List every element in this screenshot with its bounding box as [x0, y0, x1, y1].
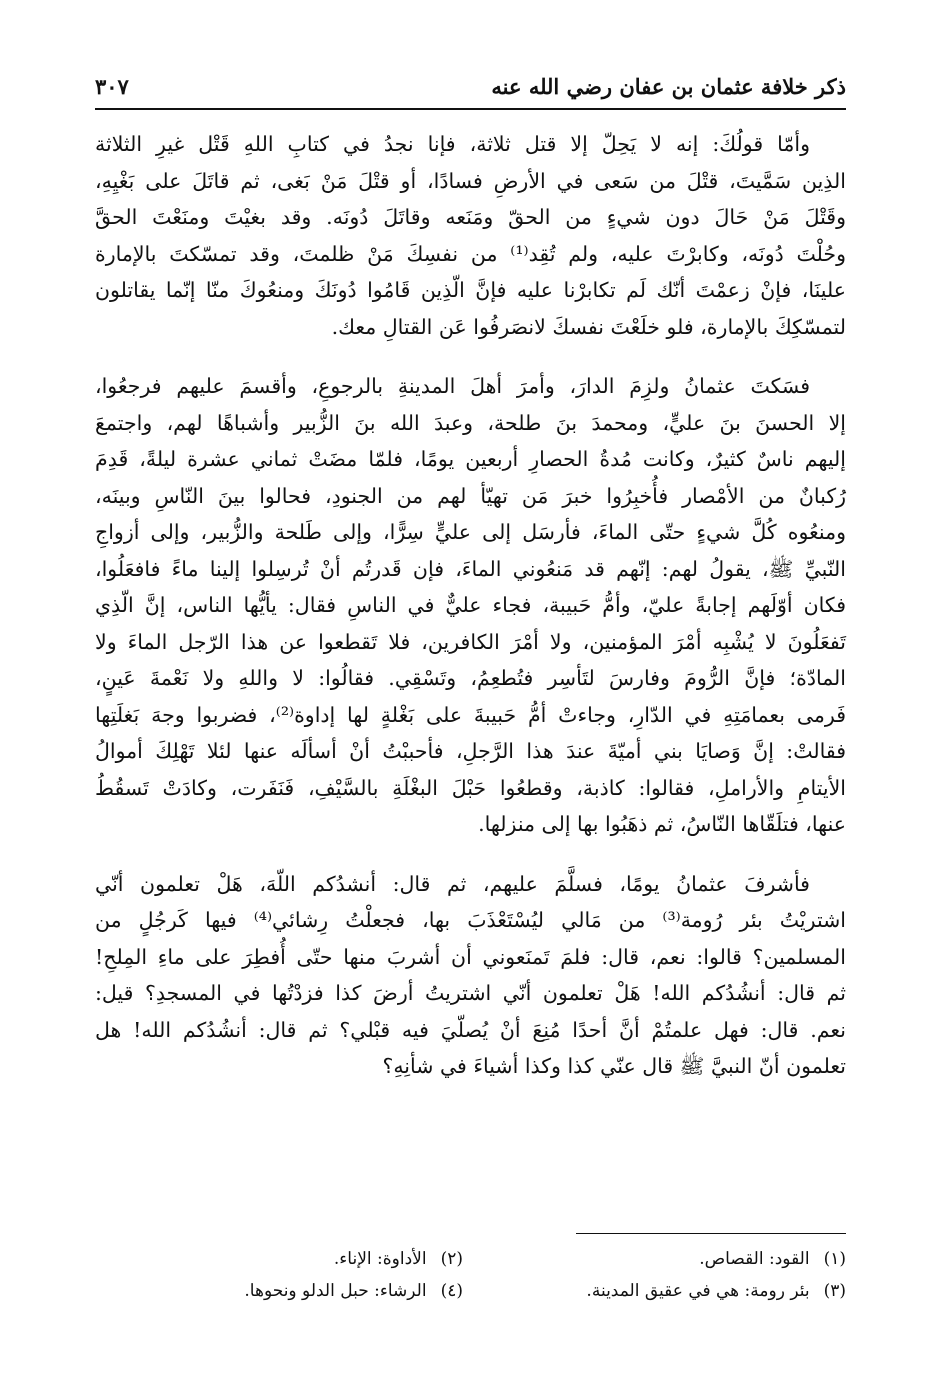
text-line: المادّة؛ فإنَّ الرُّومَ وفارسَ لتَأسِر فتُطعِمُ، وتَسْقِي. فقالُوا: لا واللهِ ولا نَعْمةَ عَينٍ،	[95, 666, 846, 690]
footnote-number: (١)	[823, 1249, 846, 1269]
paragraph	[95, 126, 846, 345]
text-line: وحُلْتَ دُونَه، وكابرْتَ عليه، ولم تُقِد⁽¹⁾ من نفسِكَ مَنْ ظلمتَ، وقد تمسّكتَ بالإمارة	[95, 241, 846, 266]
body-text	[95, 126, 846, 1085]
text-line: تعلمون أنّ النبيَّ ﷺ قال عنّي كذا وكذا أشياءَ في شأنِهِ؟	[382, 1054, 846, 1078]
paragraph	[95, 866, 846, 1085]
text-line: علينَا، فإنْ زعمْتَ أنّك لَم تكابرْنا عليه فإنَّ الّذِين قَامُوا دُونَكَ ومنعُوكَ منّا إنّما يقاتلون	[95, 278, 846, 302]
text-line: وأمّا قولُكَ: إنه لا يَحِلّ إلا قتل ثلاثة، فإنا نجدُ في كتابِ اللهِ قَتْل غيرِ الثلاثة	[95, 132, 810, 156]
text-line: إليهم ناسٌ كثيرٌ، وكانت مُدةُ الحصارِ أربعين يومًا، فلمّا مضَتْ ثماني عشرة ليلةً، قَدِمَ	[95, 447, 846, 471]
text-line: اشتريْتُ بئر رُومة⁽³⁾ من مَالي ليُسْتَعْذَبَ بها، فجعلْتُ رِشائي⁽⁴⁾ فيها كَرجُلٍ من	[95, 908, 847, 932]
text-line: لتمسّكِكَ بالإمارة، فلو خلَعْتَ نفسكَ لانصَرفُوا عَن القتالِ معك.	[331, 314, 846, 339]
footnote-text: الرشاء: حبل الدلو ونحوها.	[244, 1281, 427, 1301]
text-line: النّبيِّ ﷺ، يقولُ لهم: إنّهم قد مَنعُوني الماءَ، فإن قَدرتُم أنْ تُرسِلوا إلينا ماءً فافعَلُوا،	[95, 556, 846, 581]
page-number: ٣٠٧	[95, 73, 129, 99]
text-line: فقالتْ: إنَّ وَصايَا بني أميّةَ عندَ هذا الرَّجلِ، فأحببْتُ أنْ أسألَه عنها لئلا تَهْلِكَ أموالُ	[95, 739, 846, 763]
footnote-number: (٢)	[440, 1249, 463, 1269]
running-header	[95, 66, 846, 106]
text-line: المسلمين؟ قالوا: نعم، قال: فلمَ تَمنَعوني أن أشربَ منها حتّى أُفطِرَ على ماءِ المِلحِ!	[95, 944, 846, 969]
text-line: فأشرفَ عثمانُ يومًا، فسلَّمَ عليهم، ثم قال: أنشدُكم اللّهَ، هَلْ تعلمون أنّي	[95, 871, 810, 896]
text-line: عنها، فتلَقّاها النّاسُ، ثم ذهَبُوا بها إلى منزلها.	[478, 812, 846, 836]
text-line: الأيتامِ والأراملِ، فقالوا: كاذبة، وقطعُوا حَبْلَ البغْلَةِ بالسَّيْفِ، فَنَفَرت، وكادَتْ تَسقُطُ	[95, 775, 846, 800]
paragraph	[95, 368, 846, 843]
footnote-text: الأداوة: الإناء.	[333, 1249, 427, 1269]
footnote-number: (٤)	[440, 1281, 463, 1301]
text-line: فَرمى بعمامَتِهِ في الدّارِ، وجاءتْ أمُّ حَبيبةَ على بَغْلةٍ لها إداوة⁽²⁾، فضربوا وجهَ بَغلَتِها	[95, 702, 846, 727]
footnote-text: بئر رومة: هي في عقيق المدينة.	[586, 1281, 810, 1301]
footnote-3	[503, 1275, 846, 1307]
footnote-rule	[576, 1233, 846, 1234]
header-rule	[95, 108, 846, 110]
text-line: فكان أوّلَهم إجابةً عليّ، وأمُّ حَبيبة، فجاء عليٌّ في الناسِ فقال: يأيُّها الناس، إنَّ الّذِي	[95, 593, 846, 617]
text-line: رُكبانٌ من الأمْصار فأُخبِرُوا خبرَ مَن تهيّأ لهم من الجنودِ، فحالوا بينَ النّاسِ وبينَه،	[95, 483, 846, 508]
text-line: ثم قال: أنشُدُكم الله! هَلْ تعلمون أنّي اشتريتُ أرضَ كذا فزدْتُها في المسجدِ؟ قيل:	[95, 981, 846, 1005]
text-line: الذِين سَمَّيتَ، قتْلَ من سَعى في الأرضِ فسادًا، أو قتْلَ مَنْ بَغى، ثم قاتَلَ على بَغْيِهِ،	[95, 168, 846, 193]
footnote-1	[503, 1243, 846, 1275]
text-line: نعم. قال: فهل علمتُمْ أنَّ أحدًا مُنِعَ أنْ يُصلّيَ فيه قبْلي؟ ثم قال: أنشُدُكم الله! هل	[95, 1017, 846, 1042]
text-line: وقَتْلَ مَنْ حَالَ دون شيءٍ من الحقّ ومَنَعه وقاتَلَ دُونَه. وقد بغيْتَ ومنَعْتَ الحقَّ	[95, 205, 846, 229]
footnotes	[120, 1243, 846, 1307]
footnote-4	[120, 1275, 463, 1307]
header-title: ذكر خلافة عثمان بن عفان رضي الله عنه	[491, 73, 846, 99]
text-line: فسَكتَ عثمانُ ولزِمَ الدارَ، وأمرَ أهلَ المدينةِ بالرجوعِ، وأقسمَ عليهم فرجعُوا،	[95, 374, 810, 398]
footnote-2	[120, 1243, 463, 1275]
text-line: إلا الحسنَ بنَ عليٍّ، ومحمدَ بنَ طلحة، وعبدَ الله بنَ الزُّبير وأشباهًا لهم، واجتمعَ	[95, 410, 846, 435]
text-line: ومنعُوه كُلَّ شيءٍ حتّى الماءَ، فأرسَل إلى عليٍّ سِرًّا، وإلى طَلحة والزُّبير، وإلى أزواجِ	[95, 520, 846, 544]
text-line: تَفعَلُونَ لا يُشْبِه أمْرَ المؤمنين، ولا أمْرَ الكافرين، فلا تَقطعوا عن هذا الرّجل الماءَ ولا	[95, 629, 846, 654]
footnote-number: (٣)	[823, 1281, 846, 1301]
footnote-text: القود: القصاص.	[699, 1249, 810, 1269]
